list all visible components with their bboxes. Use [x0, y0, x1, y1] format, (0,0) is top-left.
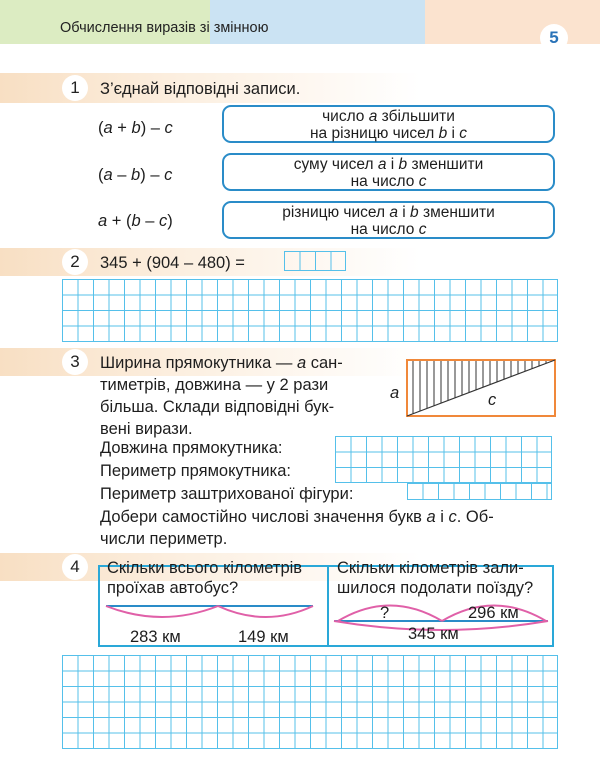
train-unknown: ? — [380, 604, 390, 622]
task1-left-2[interactable]: (a – b) – c — [98, 166, 173, 184]
task1-prompt: З’єднай відповідні записи. — [100, 80, 301, 98]
task4-work-grid[interactable] — [62, 655, 558, 749]
train-part: 296 км — [468, 604, 519, 622]
page-number: 5 — [540, 24, 568, 52]
card3-line2: на число c — [350, 221, 427, 238]
task2-answer-cells[interactable] — [284, 251, 346, 271]
bus-arc-2 — [218, 606, 313, 617]
task3-final-line-2: числи периметр. — [100, 530, 228, 548]
card1-line2: на різницю чисел b і c — [309, 125, 468, 142]
task1-card-3[interactable] — [222, 201, 555, 239]
field-perimeter-label: Периметр прямокутника: — [100, 462, 291, 480]
task1-number: 1 — [62, 75, 88, 101]
task1-card-1[interactable] — [222, 105, 555, 143]
task3-line-4: вені вирази. — [100, 420, 193, 438]
page-header — [0, 0, 600, 47]
train-total: 345 км — [408, 625, 459, 643]
rectangle-diagonal — [407, 360, 555, 416]
task1-left-1[interactable]: (a + b) – c — [98, 119, 173, 137]
task2-work-grid[interactable] — [62, 279, 558, 342]
task3-answer-grid-1[interactable] — [335, 436, 552, 483]
page-title: Обчислення виразів зі змінною — [60, 20, 269, 36]
card3-line1: різницю чисел a і b зменшити — [282, 204, 495, 221]
header-band-peach — [425, 0, 600, 44]
card2-line1: суму чисел a і b зменшити — [293, 156, 484, 173]
task3-answer-grid-2[interactable] — [407, 483, 552, 500]
card2-line2: на число c — [350, 173, 427, 190]
train-arc-unknown — [338, 606, 442, 622]
card1-line1: число a збільшити — [322, 108, 455, 125]
figure-label-a: a — [390, 384, 400, 402]
figure-label-c: c — [488, 391, 497, 409]
task2-number: 2 — [62, 249, 88, 275]
task3-number: 3 — [62, 349, 88, 375]
task1-left-3[interactable]: a + (b – c) — [98, 212, 173, 230]
bus-value-1: 283 км — [130, 628, 181, 646]
task4-number: 4 — [62, 554, 88, 580]
rectangle-figure — [385, 356, 560, 422]
task3-final-line-1: Добери самостійно числові значення букв a і c. Об- — [100, 508, 494, 526]
task4-right-q1: Скільки кілометрів зали- — [337, 559, 524, 577]
field-shaded-perimeter-label: Периметр заштрихованої фігури: — [100, 485, 354, 503]
task3-line-2: тиметрів, довжина — у 2 рази — [100, 376, 329, 394]
field-length-label: Довжина прямокутника: — [100, 439, 283, 457]
bus-value-2: 149 км — [238, 628, 289, 646]
bus-arc-1 — [106, 606, 218, 617]
task1-card-2[interactable] — [222, 153, 555, 191]
task4-left-q2: проїхав автобус? — [107, 579, 239, 597]
task4-left-q1: Скільки всього кілометрів — [107, 559, 303, 577]
task3-line-3: більша. Склади відповідні бук- — [100, 398, 335, 416]
task4-right-q2: шилося подолати поїзду? — [337, 579, 534, 597]
task3-line-1: Ширина прямокутника — a сан- — [100, 354, 343, 372]
task2-expression: 345 + (904 – 480) = — [100, 254, 245, 272]
